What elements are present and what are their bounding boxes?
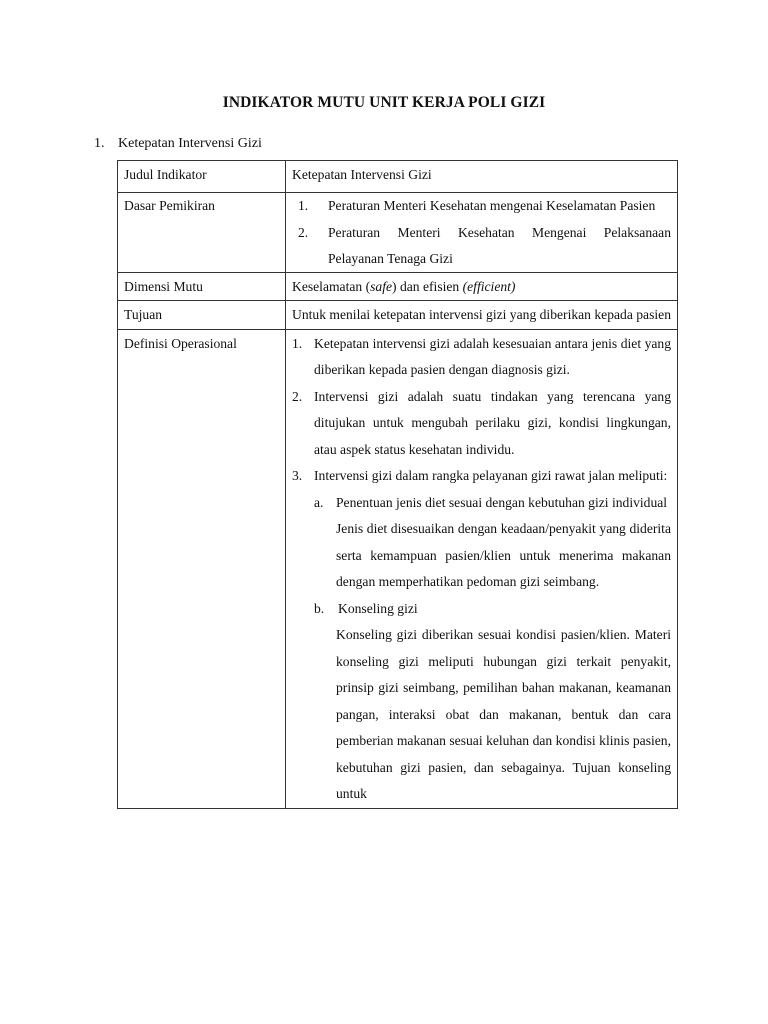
dimensi-safe: safe xyxy=(370,278,393,294)
section-number: 1. xyxy=(94,136,105,151)
sub-item-b xyxy=(314,596,671,808)
sub-item-a-paragraph: Jenis diet disesuaikan dengan keadaan/penyakit yang diderita serta kemampuan pasien/klien untuk menerima makanan dengan memperhatikan pedoman gizi seimbang. xyxy=(336,521,671,589)
sub-item-b-body xyxy=(336,596,671,808)
table-row-definisi xyxy=(118,329,678,808)
dasar-item-number: 1. xyxy=(298,198,309,213)
dasar-label: Dasar Pemikiran xyxy=(118,193,286,273)
dasar-item-number: 2. xyxy=(298,224,309,240)
definisi-item-text xyxy=(314,463,671,808)
table-row-dimensi xyxy=(118,272,678,301)
dimensi-efficient: (efficient) xyxy=(462,278,516,294)
definisi-cell xyxy=(286,329,678,808)
definisi-item-number: 2. xyxy=(292,388,303,404)
dasar-item-text: Peraturan Menteri Kesehatan Mengenai Pelaksanaan Pelayanan Tenaga Gizi xyxy=(328,224,671,266)
definisi-item-text: Intervensi gizi adalah suatu tindakan yang terencana yang ditujukan untuk mengubah perilaku gizi, kondisi lingkungan, atau aspek status kesehatan individu. xyxy=(314,388,671,457)
dasar-item xyxy=(292,193,671,220)
sub-item-b-title: Konseling gizi xyxy=(338,600,418,616)
dasar-cell xyxy=(286,193,678,273)
dimensi-prefix: Keselamatan ( xyxy=(292,278,371,294)
sub-list xyxy=(314,490,671,808)
dimensi-middle: ) dan efisien xyxy=(392,278,463,294)
definisi-item-text: Ketepatan intervensi gizi adalah kesesuaian antara jenis diet yang diberikan kepada pasien dengan diagnosis gizi. xyxy=(314,335,671,377)
sub-item-a-body xyxy=(336,490,671,596)
definisi-item-number: 1. xyxy=(292,335,303,351)
section-title: Ketepatan Intervensi Gizi xyxy=(118,136,262,151)
judul-value: Ketepatan Intervensi Gizi xyxy=(286,161,678,193)
dasar-item xyxy=(292,220,671,272)
sub-item-a-letter: a. xyxy=(314,494,324,510)
page-title: INDIKATOR MUTU UNIT KERJA POLI GIZI xyxy=(222,94,546,111)
definisi-item xyxy=(292,463,671,808)
sub-item-a xyxy=(314,490,671,596)
tujuan-label: Tujuan xyxy=(118,301,286,330)
definisi-item xyxy=(292,331,671,384)
sub-item-b-letter: b. xyxy=(314,600,325,616)
table-row-judul xyxy=(118,161,678,193)
dasar-list xyxy=(292,193,671,272)
dimensi-value xyxy=(286,272,678,301)
dimensi-label: Dimensi Mutu xyxy=(118,272,286,301)
definisi-item-number: 3. xyxy=(292,468,303,483)
table-row-dasar xyxy=(118,193,678,273)
sub-item-a-title: Penentuan jenis diet sesuai dengan kebutuhan gizi individual xyxy=(336,494,668,510)
tujuan-value: Untuk menilai ketepatan intervensi gizi yang diberikan kepada pasien xyxy=(286,301,678,330)
indicator-table xyxy=(117,160,678,809)
definisi-label: Definisi Operasional xyxy=(118,329,286,808)
sub-item-b-paragraph: Konseling gizi diberikan sesuai kondisi pasien/klien. Materi konseling gizi meliputi hubungan gizi terkait penyakit, prinsip gizi seimbang, pemilihan bahan makanan, keamanan pangan, interaksi obat dan makanan, bentuk dan cara pemberian makanan sesuai keluhan dan kondisi klinis pasien, kebutuhan gizi pasien, dan sebagainya. Tujuan konseling untuk xyxy=(336,627,671,801)
table-row-tujuan xyxy=(118,301,678,330)
definisi-item-3-text: Intervensi gizi dalam rangka pelayanan gizi rawat jalan meliputi: xyxy=(314,468,668,483)
judul-label: Judul Indikator xyxy=(118,161,286,193)
dasar-item-text: Peraturan Menteri Kesehatan mengenai Keselamatan Pasien xyxy=(328,198,656,213)
section-heading xyxy=(94,136,262,152)
definisi-list xyxy=(292,331,671,808)
definisi-item xyxy=(292,384,671,464)
